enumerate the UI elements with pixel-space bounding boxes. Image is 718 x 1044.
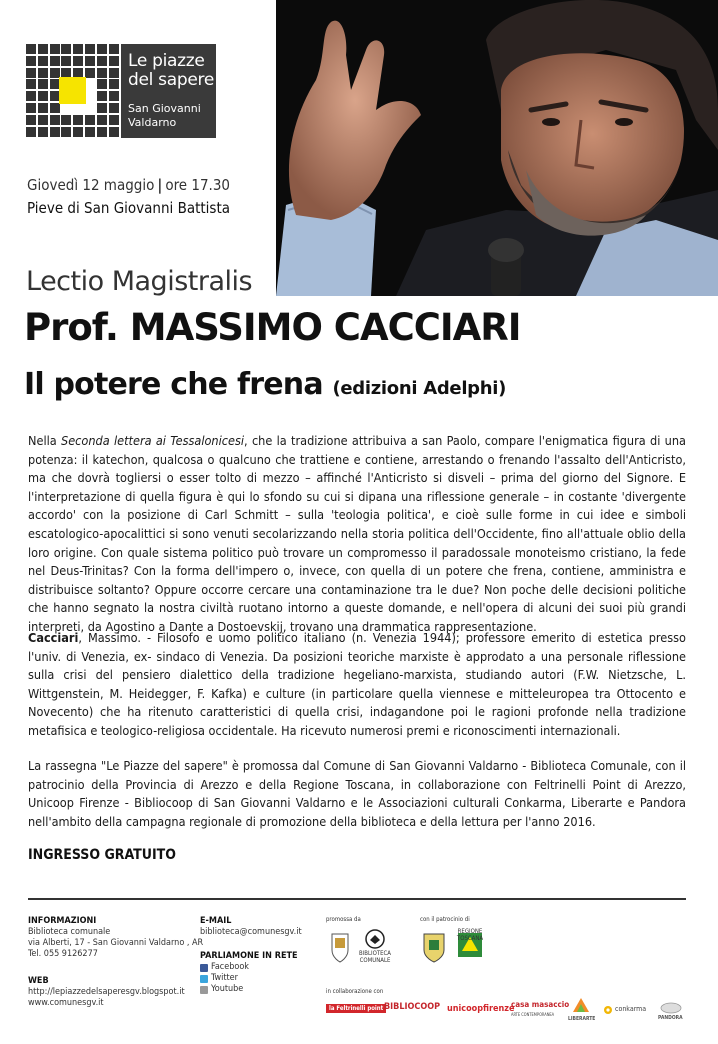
logo-grid-square: [61, 44, 71, 54]
email-title: E-MAIL: [200, 916, 232, 926]
event-place: Pieve di San Giovanni Battista: [27, 199, 231, 217]
speaker-name: Prof. MASSIMO CACCIARI: [24, 306, 521, 349]
event-datetime: [27, 176, 230, 194]
logo-grid-square: [26, 79, 36, 89]
biblioteca-logo-label: BIBLIOTECA COMUNALE: [358, 950, 391, 964]
logo-grid-square: [61, 127, 71, 137]
social-youtube[interactable]: [200, 984, 298, 995]
logo-sub-line2: Valdarno: [128, 116, 177, 129]
logo-grid-square: [109, 127, 119, 137]
promoted-by-label: promossa da: [326, 916, 361, 923]
conkarma-label: conkarma: [615, 1005, 647, 1013]
footer-info: [28, 916, 203, 960]
info-line: Biblioteca comunale: [28, 927, 111, 937]
regione-toscana-label: REGIONE TOSCANA: [456, 928, 484, 942]
footer-social: [200, 951, 298, 995]
book-description: [28, 432, 686, 637]
bio-name: Cacciari: [28, 630, 79, 645]
lecture-publisher: (edizioni Adelphi): [332, 378, 507, 399]
logo-grid-square: [85, 56, 95, 66]
logo-grid-square: [97, 103, 107, 113]
logo-grid-square: [85, 44, 95, 54]
logo-grid-square: [26, 127, 36, 137]
desc-book-reference: Seconda lettera ai Tessalonicesi: [61, 433, 245, 448]
feltrinelli-logo: la Feltrinelli point: [326, 1004, 386, 1013]
liberarte-label: LIBERARTE: [568, 1016, 596, 1022]
info-title: INFORMAZIONI: [28, 916, 97, 926]
logo-text-box: [121, 44, 216, 138]
logo-grid-square: [97, 44, 107, 54]
speaker-photo: [276, 0, 718, 296]
logo-grid-square: [73, 44, 83, 54]
series-note: La rassegna "Le Piazze del sapere" è promossa dal Comune di San Giovanni Valdarno - Biblioteca Comunale, con il patrocinio della Provincia di Arezzo e della Regione Toscana, in collaborazione con Feltrinelli Point di Arezzo, Unicoop Firenze - Bibliocoop di San Giovanni Valdarno e le Associazioni culturali Conkarma, Liberarte e Pandora nell'ambito della campagna regionale di promozione della biblioteca e della lettura per l'anno 2016.: [28, 758, 686, 829]
logo-grid-square: [109, 103, 119, 113]
logo-grid-square: [38, 115, 48, 125]
logo-grid-square: [61, 56, 71, 66]
logo-sub-line1: San Giovanni: [128, 102, 201, 115]
lecture-kicker: Lectio Magistralis: [26, 266, 253, 297]
logo-yellow-square: [59, 77, 86, 104]
bibliocoop-logo: BIBLIOCOOP: [384, 1002, 441, 1012]
logo-grid-square: [97, 127, 107, 137]
logo-grid-square: [85, 68, 95, 78]
logo-grid-square: [73, 56, 83, 66]
logo-grid-square: [38, 103, 48, 113]
logo-subtitle: [128, 102, 201, 130]
logo-grid-square: [109, 79, 119, 89]
logo-grid-square: [26, 68, 36, 78]
logo-title-line2: del sapere: [128, 70, 214, 90]
logo-grid-square: [50, 127, 60, 137]
logo-title: [128, 52, 214, 90]
event-date: Giovedì 12 maggio: [27, 176, 155, 194]
email-link[interactable]: biblioteca@comunesgv.it: [200, 927, 302, 937]
logo-grid-square: [85, 127, 95, 137]
social-twitter[interactable]: [200, 973, 298, 984]
logo-grid-square: [109, 68, 119, 78]
unicoop-logo: unicoopfirenze: [447, 1004, 515, 1014]
bio-text: , Massimo. - Filosofo e uomo politico italiano (n. Venezia 1944); professore emerito di estetica presso l'univ. di Venezia, ex- sindaco di Venezia. Da posizioni teoriche marxiste è approdato a una personale riflessione sulla crisi del pensiero dialettico della tradizione hegeliano-marxista, studiando autori (F.W. Nietzsche, L. Wittgenstein, M. Heidegger, F. Kafka) e culture (in particolare quella viennese e mitteleuropea tra Ottocento e Novecento) che ha ritenuto caratteristici di quella crisi, indagandone poi le ragioni profonde nella tradizione metafisica e teologico-religiosa occidentale. Ha ricevuto numerosi premi e riconoscimenti internazionali.: [28, 630, 686, 738]
logo-grid-square: [97, 56, 107, 66]
logo-grid-square: [38, 79, 48, 89]
logo-grid-square: [38, 56, 48, 66]
logo-grid-square: [38, 127, 48, 137]
logo-grid-square: [50, 115, 60, 125]
footer-email: [200, 916, 302, 938]
patronage-label: con il patrocinio di: [420, 916, 470, 923]
logo-grid-square: [26, 115, 36, 125]
casa-masaccio-sub: ARTE CONTEMPORANEA: [511, 1012, 555, 1017]
pandora-label: PANDORA: [658, 1015, 683, 1021]
logo-grid-square: [109, 91, 119, 101]
logo-grid-square: [50, 44, 60, 54]
lecture-title-row: [24, 367, 506, 402]
logo-grid-square: [85, 115, 95, 125]
logo-grid-square: [26, 44, 36, 54]
logo-title-line1: Le piazze: [128, 51, 205, 71]
speaker-bio: [28, 629, 686, 741]
collaboration-label: in collaborazione con: [326, 988, 384, 995]
rassegna-logo: [26, 44, 216, 138]
logo-grid-square: [26, 103, 36, 113]
logo-grid-square: [38, 68, 48, 78]
logo-grid-square: [109, 115, 119, 125]
casa-masaccio-logo: casa masaccio: [511, 1000, 570, 1009]
biblioteca-logo-icon: [364, 928, 386, 950]
liberarte-icon: [571, 996, 591, 1014]
logo-grid-square: [38, 44, 48, 54]
info-phone: Tel. 055 9126277: [28, 949, 98, 959]
pandora-icon: [660, 1000, 682, 1014]
web-title: WEB: [28, 976, 49, 986]
speaker-photo-illustration: [276, 0, 718, 296]
logo-grid-square: [73, 115, 83, 125]
desc-body: , che la tradizione attribuiva a san Paolo, compare l'enigmatica figura di una potenza: il katechon, qualcosa o qualcuno che trattiene e contiene, arrestando o frenando l'assalto dell'Anticristo, ma che dovrà togliersi o esser tolto di mezzo – affinché l'Anticristo si disveli – prima del giorno del Signore. E l'interpretazione di quella figura è qui lo sfondo su cui si dipana una riflessione generale – in costante 'divergente accordo' con la posizione di Carl Schmitt – sulla 'teologia politica', e cioè sulle forme in cui idee e simboli escatologico-apocalittici si sono venuti secolarizzando nella storia politica dell'Occidente, fino all'attuale oblio della loro origine. Con quale sistema politico può trovare un compromesso il paradossale monoteismo cristiano, la fede nel Deus-Trinitas? Con la forma dell'impero o, invece, con quella di un potere che frena, contiene, amministra e distribuisce soltanto? Oppure occorre cercare una contaminazione tra le due? Non poche delle decisioni politiche che hanno segnato la nostra civiltà ruotano intorno a queste domande, e nell'opera di alcuni dei suoi più grandi interpreti, da Agostino a Dante a Dostoevskij, trovano una drammatica rappresentazione.: [28, 433, 686, 634]
free-entry-note: INGRESSO GRATUITO: [28, 847, 176, 863]
conkarma-icon: [602, 1004, 614, 1016]
info-address: via Alberti, 17 - San Giovanni Valdarno , AR: [28, 938, 204, 948]
logo-grid-square: [26, 56, 36, 66]
logo-grid-square: [73, 127, 83, 137]
provincia-crest-icon: [422, 930, 446, 964]
web-blog-link[interactable]: http://lepiazzedelsaperesgv.blogspot.it: [28, 987, 185, 997]
web-site-link[interactable]: www.comunesgv.it: [28, 998, 104, 1008]
facebook-label: Facebook: [211, 962, 249, 972]
logo-grid-square: [97, 115, 107, 125]
logo-grid-square: [61, 115, 71, 125]
logo-grid-square: [26, 91, 36, 101]
youtube-icon: [200, 986, 208, 994]
date-separator: |: [157, 176, 163, 194]
social-facebook[interactable]: [200, 962, 298, 973]
facebook-icon: [200, 964, 208, 972]
twitter-icon: [200, 975, 208, 983]
comune-crest-icon: [330, 930, 350, 964]
logo-grid-square: [97, 68, 107, 78]
logo-grid-square: [97, 91, 107, 101]
logo-grid-square: [109, 44, 119, 54]
logo-grid-square: [50, 103, 60, 113]
twitter-label: Twitter: [211, 973, 238, 983]
logo-grid-square: [109, 56, 119, 66]
logo-grid-square: [97, 79, 107, 89]
social-title: PARLIAMONE IN RETE: [200, 951, 298, 961]
lecture-title: Il potere che frena: [24, 367, 323, 402]
footer-divider: [28, 898, 686, 900]
footer-web: [28, 976, 185, 1009]
event-time: ore 17.30: [165, 176, 230, 194]
logo-grid-square: [50, 56, 60, 66]
desc-intro: Nella: [28, 433, 62, 448]
logo-grid-square: [38, 91, 48, 101]
youtube-label: Youtube: [211, 984, 244, 994]
